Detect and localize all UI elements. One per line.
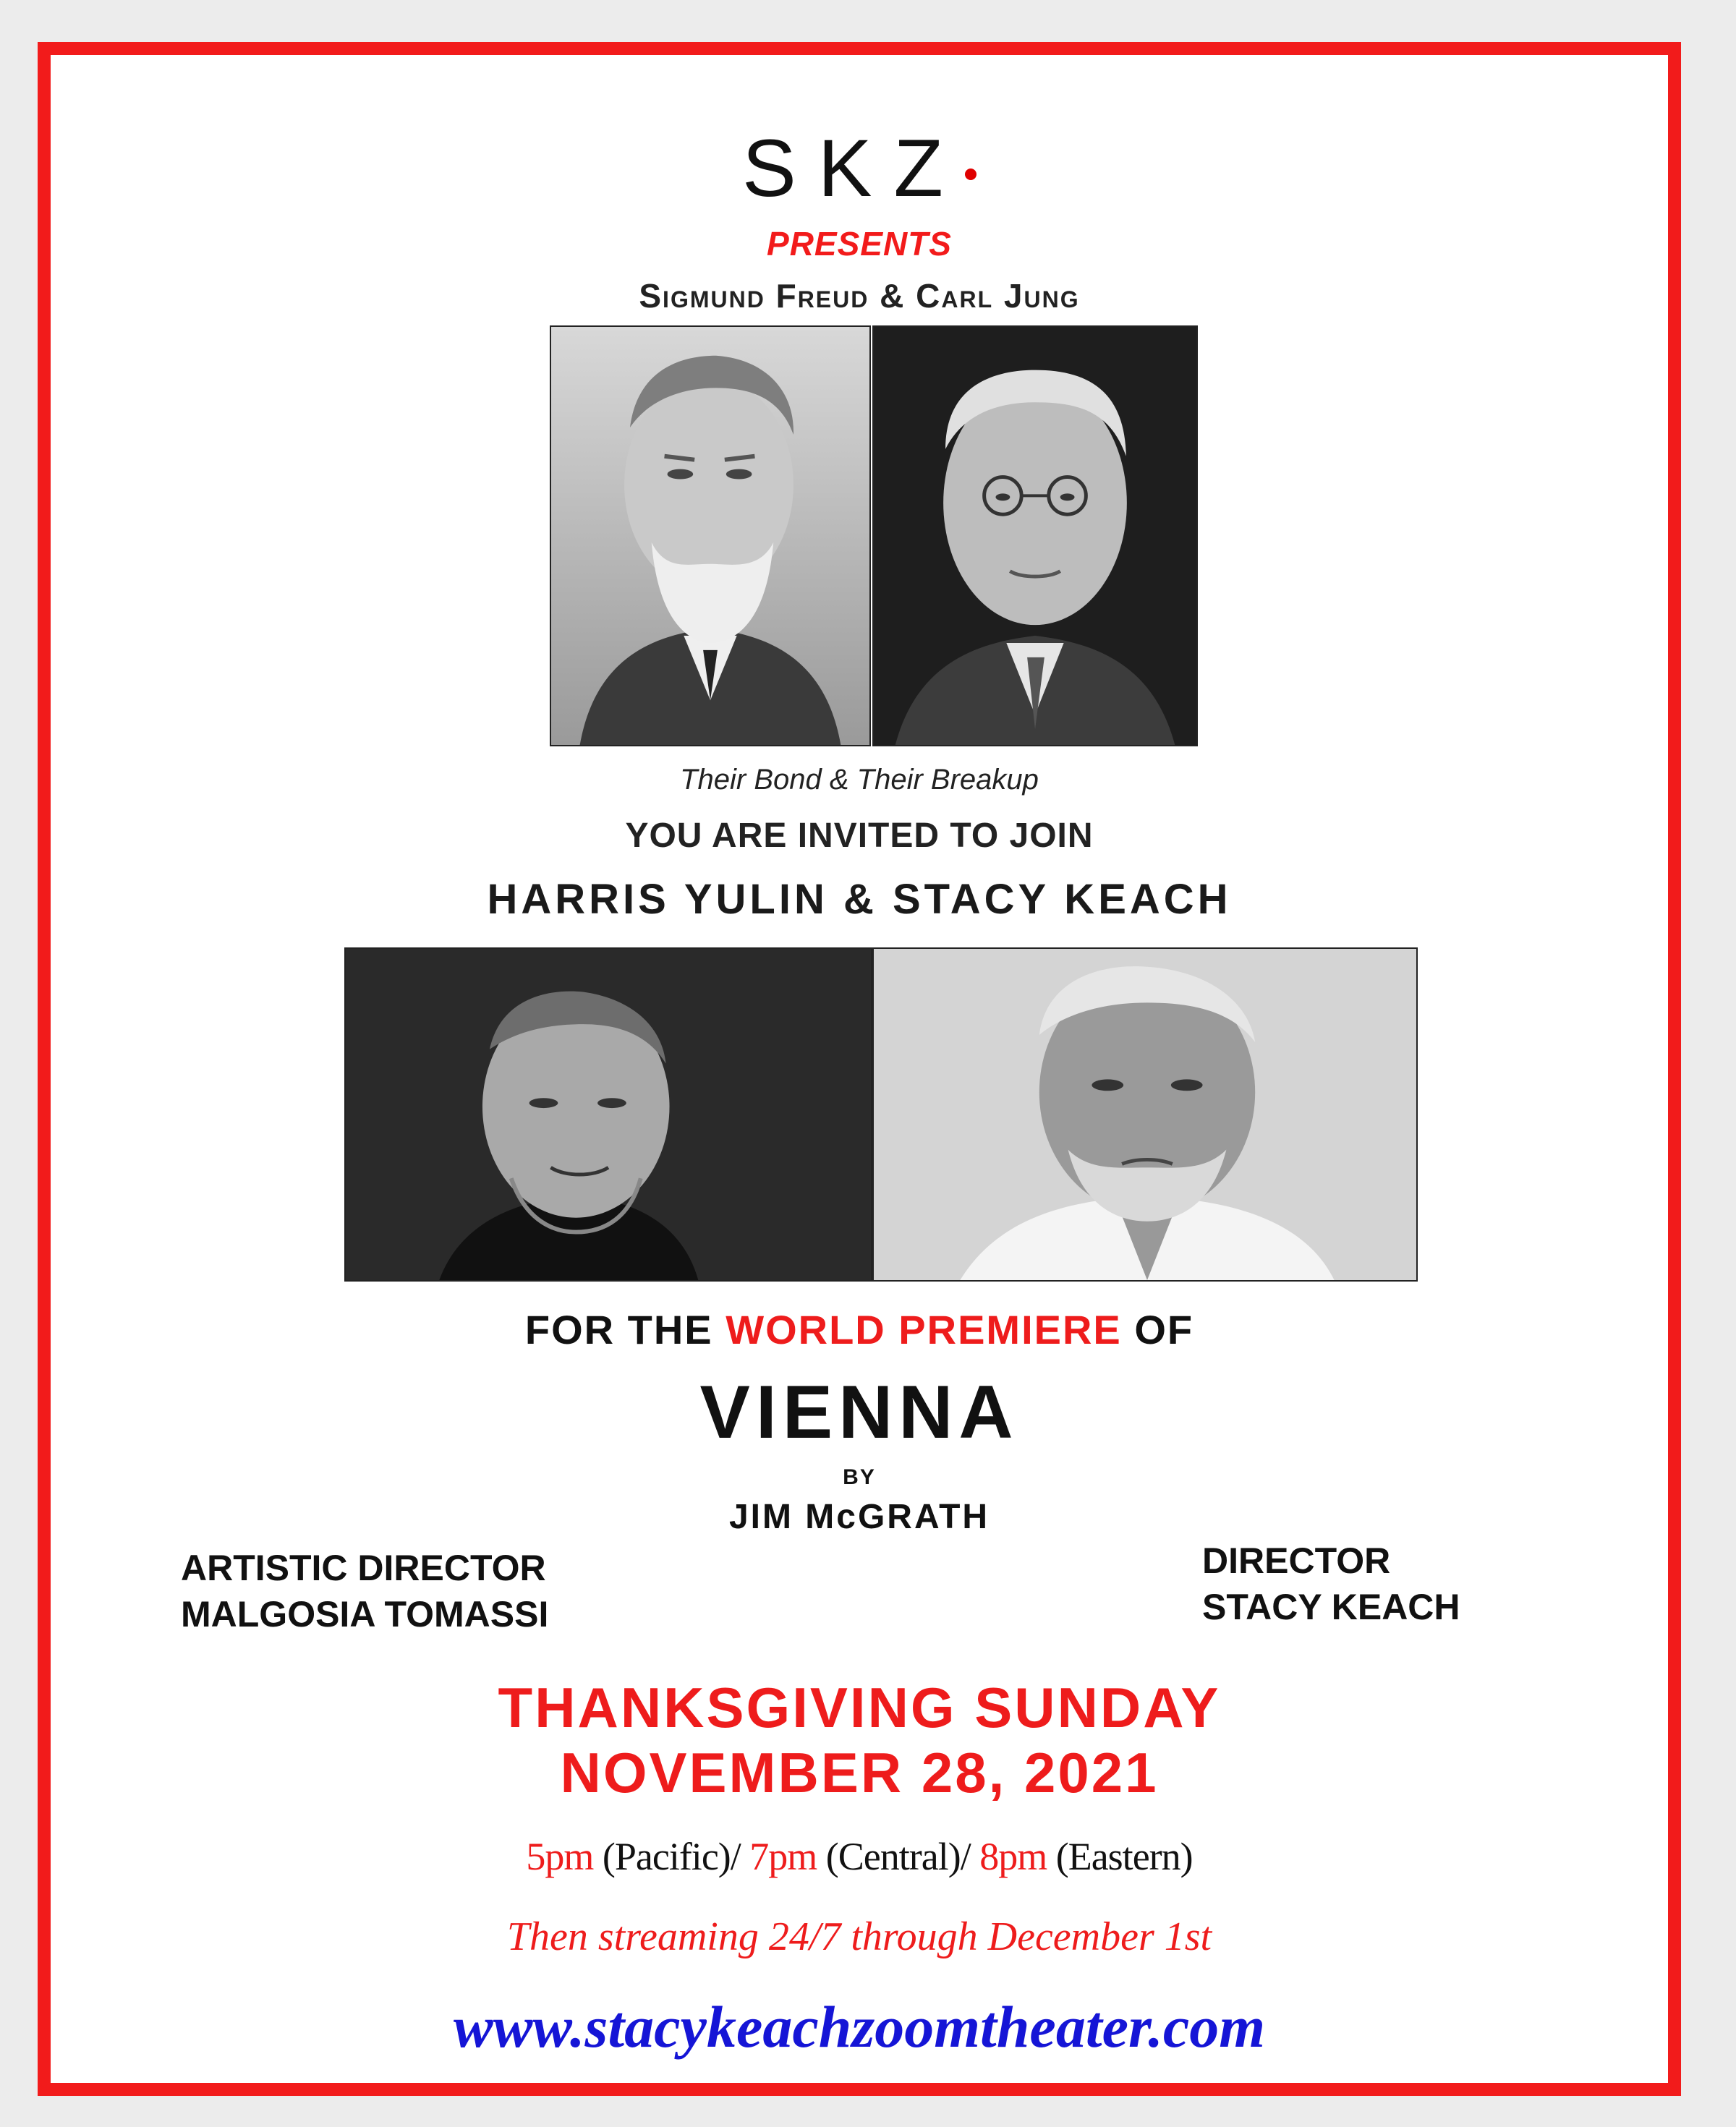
author-name: JIM McGRATH bbox=[728, 1498, 990, 1536]
streaming-note: Then streaming 24/7 through December 1st bbox=[506, 1914, 1212, 1959]
artistic-director-label: ARTISTIC DIRECTOR bbox=[181, 1548, 546, 1588]
premiere-prefix: FOR THE bbox=[524, 1307, 726, 1352]
director-name: STACY KEACH bbox=[1202, 1587, 1460, 1627]
invite-line: YOU ARE INVITED TO JOIN bbox=[625, 817, 1094, 855]
stars-line: HARRIS YULIN & STACY KEACH bbox=[487, 876, 1232, 923]
zone-pacific: (Pacific)/ bbox=[593, 1835, 750, 1878]
premiere-suffix: OF bbox=[1121, 1307, 1194, 1352]
website-link[interactable]: www.stacykeachzoomtheater.com bbox=[453, 1994, 1266, 2060]
director-label: DIRECTOR bbox=[1202, 1540, 1391, 1581]
artistic-director-credit bbox=[181, 1545, 548, 1637]
time-pacific: 5pm bbox=[526, 1835, 594, 1878]
by-label: BY bbox=[843, 1465, 876, 1489]
event-day: THANKSGIVING SUNDAY bbox=[498, 1676, 1221, 1739]
logo-text: SKZ bbox=[742, 123, 965, 213]
artistic-director-name: MALGOSIA TOMASSI bbox=[181, 1594, 549, 1634]
time-central: 7pm bbox=[749, 1835, 817, 1878]
freud-photo bbox=[550, 325, 871, 746]
skz-logo bbox=[51, 122, 1668, 215]
presents-label: PRESENTS bbox=[767, 225, 952, 263]
subtitle: Their Bond & Their Breakup bbox=[680, 764, 1039, 796]
premiere-highlight: WORLD PREMIERE bbox=[726, 1307, 1122, 1352]
yulin-photo bbox=[344, 947, 872, 1282]
time-eastern: 8pm bbox=[979, 1835, 1047, 1878]
director-credit bbox=[1202, 1538, 1460, 1630]
premiere-line bbox=[51, 1306, 1668, 1353]
headline: Sigmund Freud & Carl Jung bbox=[639, 277, 1080, 315]
jung-photo bbox=[872, 325, 1198, 746]
poster-frame bbox=[38, 42, 1681, 2096]
event-date: NOVEMBER 28, 2021 bbox=[560, 1741, 1159, 1804]
keach-photo bbox=[872, 947, 1418, 1282]
play-title: VIENNA bbox=[699, 1371, 1019, 1454]
zone-central: (Central)/ bbox=[817, 1835, 980, 1878]
zone-eastern: (Eastern) bbox=[1047, 1835, 1193, 1878]
showtimes bbox=[51, 1834, 1668, 1879]
logo-red-dot bbox=[965, 169, 977, 180]
